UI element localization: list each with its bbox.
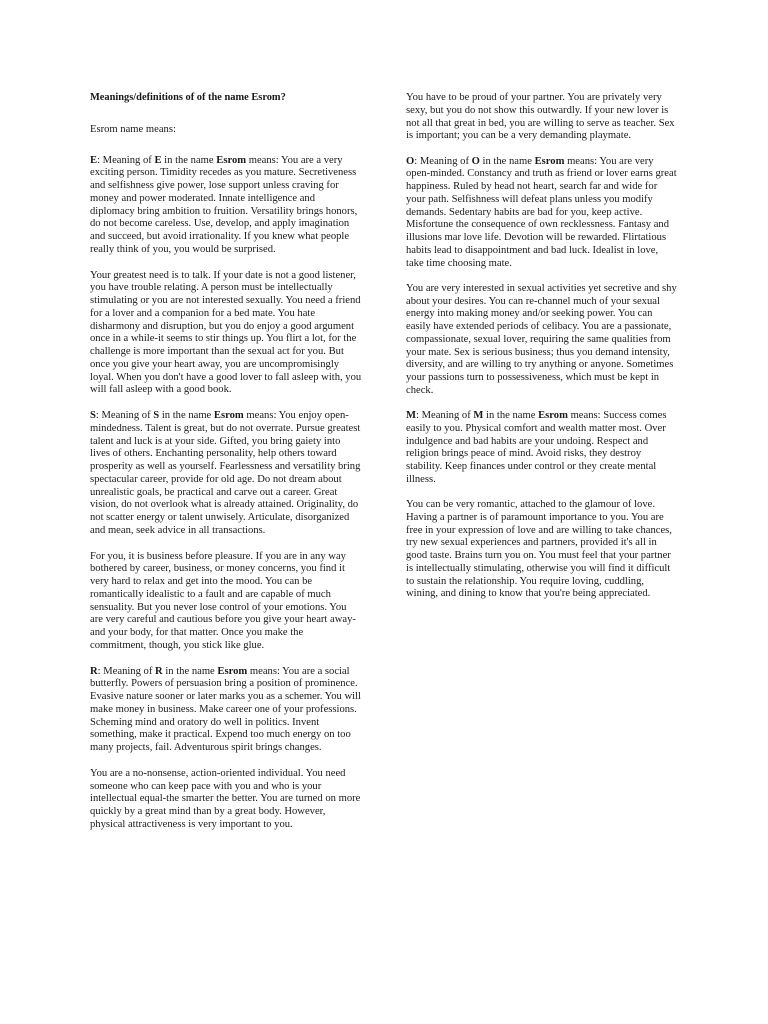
meaning-body: You are very open-minded. Constancy and truth as friend or lover earns great happiness. Ruled by head not heart, search far and wide for your path. Selfishness will defeat plans unless you modify demands. Sedentary habits are bad for you, keep active. Misfortune the consequence of own recklessness. Fantasy and illusions mar love life. Devotion will be rewarded. Flirtatious habits lead to disappointment and bad luck. Idealist in love, take time choosing mate. — [406, 155, 677, 269]
letter-meaning-e — [90, 155, 362, 257]
meaning-prefix: : Meaning of — [95, 410, 154, 421]
body-paragraph: You are very interested in sexual activities yet secretive and shy about your desires. You can re-channel much of your sexual energy into making money and/or seeking power. You can easily have extended periods of celibacy. You are a passionate, compassionate, sexual lover, requiring the same qualities from your mate. Sex is serious business; thus you demand intensity, diversity, and are willing to try anything or anyone. Sometimes your passions turn to possessiveness, which must be kept in check. — [406, 282, 677, 396]
body-paragraph: You can be very romantic, attached to the glamour of love. Having a partner is of paramount importance to you. You are free in your expression of love and are willing to take chances, try new sexual experiences and partners, provided it's all in good taste. Brains turn you on. You must feel that your partner is intellectually stimulating, otherwise you will find it difficult to sustain the relationship. You require loving, cuddling, wining, and dining to know that you're being appreciated. — [406, 499, 672, 600]
meaning-body: You enjoy open-mindedness. Talent is great, but do not overrate. Pursue greatest talent and luck is at your side. Gifted, you bring gaiety into lives of others. Enchanting personality, help others toward prosperity as well as yourself. Fearlessness and versatility bring spectacular career, provide for old age. Do not dream about unrealistic goals, be practical and carve out a career. Great vision, do not overlook what is already attained. Originality, do not scatter energy or talent unwisely. Articulate, disorganized and mean, seek advice in all transactions. — [90, 410, 361, 536]
means-text: means: — [246, 154, 281, 166]
letter-inline: E — [154, 154, 162, 166]
meaning-prefix: : Meaning of — [416, 410, 474, 421]
letter-meaning-r — [90, 666, 362, 755]
in-the-name-text: in the name — [479, 155, 535, 167]
letter-inline: S — [153, 410, 160, 421]
letter-label: M — [406, 410, 416, 421]
letter-label: E — [90, 154, 98, 166]
means-text: means: — [567, 410, 604, 421]
meaning-body: You are a social butterfly. Powers of persuasion bring a position of prominence. Evasive nature sooner or later marks you as a schemer. You will make money in business. Make career one of your professions. Scheming mind and oratory do well in politics. Invent something, make it practical. Expend too much energy on too many projects, fail. Adventurous spirit brings changes. — [90, 665, 361, 753]
means-text: means: — [247, 665, 283, 677]
letter-label: S — [90, 410, 96, 421]
in-the-name-text: in the name — [159, 410, 214, 421]
body-paragraph: For you, it is business before pleasure. If you are in any way bothered by career, business, or money concerns, you find it very hard to relax and get into the mood. You can be romantically idealistic to a fault and are capable of much sensuality. But you never lose control of your emotions. You are very careful and cautious before you give your heart away-and your body, for that matter. Once you make the commitment, though, you stick like glue. — [90, 550, 356, 651]
meaning-body: You are a very exciting person. Timidity recedes as you mature. Secretiveness and selfishness give power, lose support unless craving for money and power moderated. Innate intelligence and diplomacy bring ambition to fruition. Versatility brings honors, do not become careless. Use, develop, and apply imagination and succeed, but avoid irrationality. If you knew what people really think of you, you would be surprised. — [90, 154, 358, 255]
in-the-name-text: in the name — [483, 410, 539, 421]
letter-meaning-m — [406, 410, 678, 487]
body-paragraph: You have to be proud of your partner. You are privately very sexy, but you do not show this outwardly. If your new lover is not all that great in bed, you are willing to serve as teacher. Sex is important; you can be a very demanding playmate. — [406, 92, 675, 142]
name-inline: Esrom — [213, 410, 244, 421]
meaning-prefix: : Meaning of — [414, 155, 472, 167]
document-title: Meanings/definitions of of the name Esrom? — [90, 92, 286, 103]
letter-label: R — [90, 665, 98, 677]
left-column — [90, 92, 362, 845]
letter-meaning-s — [90, 410, 362, 538]
body-paragraph: You are a no-nonsense, action-oriented individual. You need someone who can keep pace with you and who is your intellectual equal-the smarter the better. You are turned on more quickly by a great mind than by a great body. However, physical attractiveness is very important to you. — [90, 767, 361, 830]
letter-label: O — [406, 155, 415, 167]
meaning-body: Success comes easily to you. Physical comfort and wealth matter most. Over indulgence and bad habits are your undoing. Respect and religion brings peace of mind. Avoid risks, they destroy stability. Keep finances under control or they create mental illness. — [406, 410, 667, 485]
letter-inline: R — [155, 665, 163, 677]
in-the-name-text: in the name — [161, 154, 217, 166]
means-text: means: — [564, 155, 600, 167]
name-inline: Esrom — [216, 154, 247, 166]
right-column — [406, 92, 678, 614]
name-inline: Esrom — [538, 410, 568, 421]
means-text: means: — [243, 410, 279, 421]
meaning-prefix: : Meaning of — [97, 154, 155, 166]
meaning-prefix: : Meaning of — [97, 665, 156, 677]
name-inline: Esrom — [217, 665, 248, 677]
name-inline: Esrom — [534, 155, 565, 167]
intro-line: Esrom name means: — [90, 123, 176, 135]
body-paragraph: Your greatest need is to talk. If your date is not a good listener, you have trouble relating. A person must be intellectually stimulating or you are not interested sexually. You need a friend for a lover and a companion for a bed mate. You hate disharmony and disruption, but you do enjoy a good argument once in a while-it seems to stir things up. You flirt a lot, for the challenge is more important than the sexual act for you. But once you give your heart away, you are uncompromisingly loyal. When you don't have a good lover to fall asleep with, you will fall asleep with a good book. — [90, 269, 362, 396]
letter-meaning-o — [406, 156, 678, 271]
in-the-name-text: in the name — [162, 665, 218, 677]
letter-inline: M — [473, 410, 484, 421]
letter-inline: O — [471, 155, 480, 167]
